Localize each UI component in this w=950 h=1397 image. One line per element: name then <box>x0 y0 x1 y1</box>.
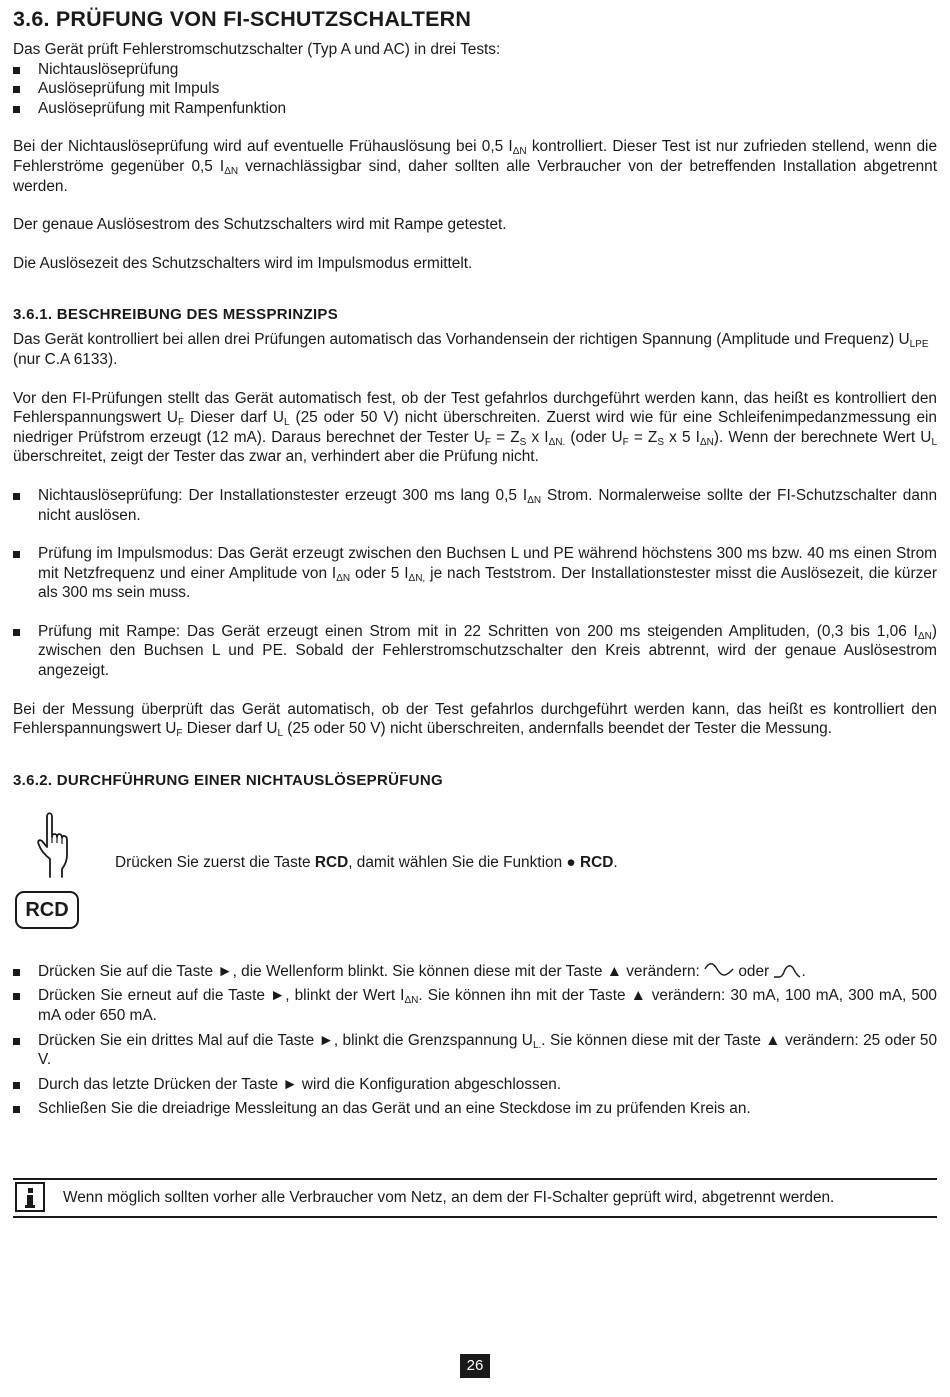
list-item: Nichtauslöseprüfung <box>13 60 937 80</box>
list-item: Durch das letzte Drücken der Taste ► wird die Konfiguration abgeschlossen. <box>13 1075 937 1095</box>
list-item: Drücken Sie auf die Taste ►, die Wellenform blinkt. Sie können diese mit der Taste ▲ verändern: oder . <box>13 962 937 982</box>
info-box <box>13 1178 937 1218</box>
list-item: Prüfung im Impulsmodus: Das Gerät erzeugt zwischen den Buchsen L und PE während höchstens 300 ms bzw. 40 ms einen Strom mit Netzfrequenz und einer Amplitude von $I_{\Delta N}$ oder 5 $I_{\Delta N,}$ je nach Teststrom. Der Installationstester misst die Auslösezeit, die kürzer als 300 ms sein muss. <box>13 544 937 603</box>
info-text: Wenn möglich sollten vorher alle Verbraucher vom Netz, an dem der FI-Schalter geprüft wird, abgetrennt werden. <box>63 1189 835 1206</box>
paragraph-messung: Bei der Messung überprüft das Gerät automatisch, ob der Test gefahrlos durchgeführt werden kann, das heißt es kontrolliert den Fehlerspannungswert $U_F$ Dieser darf $U_L$ (25 oder 50 V) nicht überschreiten, andernfalls beendet der Tester die Messung. <box>13 700 937 740</box>
list-item: Drücken Sie ein drittes Mal auf die Taste ►, blinkt die Grenzspannung $U_{L.}$. Sie können diese mit der Taste ▲ verändern: 25 oder 50 V. <box>13 1031 937 1070</box>
paragraph-fehlerspannung: Vor den FI-Prüfungen stellt das Gerät automatisch fest, ob der Test gefahrlos durchgeführt werden kann, das heißt es kontrolliert den Fehlerspannungswert $U_F$ Dieser darf $U_L$ (25 oder 50 V) nicht überschreiten. Zuerst wird wie für eine Schleifenimpedanzmessung ein niedriger Prüfstrom erzeugt (12 mA). Daraus berechnet der Tester $U_F = Z_S$ x $I_{\Delta N.}$ (oder $U_F = Z_S$ x 5 $I_{\Delta N}$). Wenn der berechnete Wert $U_L$ überschreitet, zeigt der Tester das zwar an, verhindert aber die Prüfung nicht. <box>13 389 937 466</box>
subsection-heading-messprinzip: 3.6.1. BESCHREIBUNG DES MESSPRINZIPS <box>13 306 339 324</box>
rcd-step-text: Drücken Sie zuerst die Taste RCD, damit wählen Sie die Funktion ● RCD. <box>115 853 618 871</box>
principle-list <box>13 486 937 681</box>
intro-text: Das Gerät prüft Fehlerstromschutzschalter (Typ A und AC) in drei Tests: <box>13 41 501 58</box>
list-item: Nichtauslöseprüfung: Der Installationstester erzeugt 300 ms lang 0,5 $I_{\Delta N}$ Strom. Normalerweise sollte der FI-Schutzschalter dann nicht auslösen. <box>13 486 937 525</box>
list-item: Prüfung mit Rampe: Das Gerät erzeugt einen Strom mit in 22 Schritten von 200 ms steigenden Amplituden, (0,3 bis 1,06 $I_{\Delta N}$) zwischen den Buchsen L und PE. Sobald der Fehlerstromschutzschalter den Kreis abtrennt, wird der genaue Auslösestrom angezeigt. <box>13 622 937 681</box>
pointing-hand-icon <box>35 811 71 881</box>
sine-wave-icon <box>704 963 734 979</box>
procedure-list <box>13 962 937 1119</box>
paragraph-impuls: Die Auslösezeit des Schutzschalters wird im Impulsmodus ermittelt. <box>13 254 473 272</box>
section-heading: 3.6. PRÜFUNG VON FI-SCHUTZSCHALTERN <box>13 7 472 31</box>
list-item: Auslöseprüfung mit Rampenfunktion <box>13 99 937 119</box>
list-item: Auslöseprüfung mit Impuls <box>13 79 937 99</box>
test-list <box>13 60 937 119</box>
rcd-instruction <box>13 811 937 941</box>
paragraph-rampe: Der genaue Auslösestrom des Schutzschalters wird mit Rampe getestet. <box>13 216 507 234</box>
paragraph-spannung: Das Gerät kontrolliert bei allen drei Prüfungen automatisch das Vorhandensein der richtigen Spannung (Amplitude und Frequenz) $U_{LPE}$ (nur C.A 6133). <box>13 331 929 368</box>
rcd-key-icon: RCD <box>15 891 79 929</box>
list-item: Schließen Sie die dreiadrige Messleitung an das Gerät und an eine Steckdose im zu prüfenden Kreis an. <box>13 1099 937 1119</box>
page-number: 26 <box>460 1354 490 1378</box>
page-content <box>13 6 937 1119</box>
half-wave-icon <box>773 963 801 979</box>
paragraph-nichtausloese: Bei der Nichtauslöseprüfung wird auf eventuelle Frühauslösung bei 0,5 $I_{\Delta N}$ kontrolliert. Dieser Test ist nur zufrieden stellend, wenn die Fehlerströme gegenüber 0,5 $I_{\Delta N}$ vernachlässigbar sind, daher sollten alle Verbraucher von der betreffenden Installation abgetrennt werden. <box>13 138 937 195</box>
subsection-heading-durchfuehrung: 3.6.2. DURCHFÜHRUNG EINER NICHTAUSLÖSEPRÜFUNG <box>13 771 443 789</box>
list-item: Drücken Sie erneut auf die Taste ►, blinkt der Wert $I_{\Delta N}$. Sie können ihn mit der Taste ▲ verändern: 30 mA, 100 mA, 300 mA, 500 mA oder 650 mA. <box>13 986 937 1025</box>
info-icon <box>15 1182 45 1212</box>
